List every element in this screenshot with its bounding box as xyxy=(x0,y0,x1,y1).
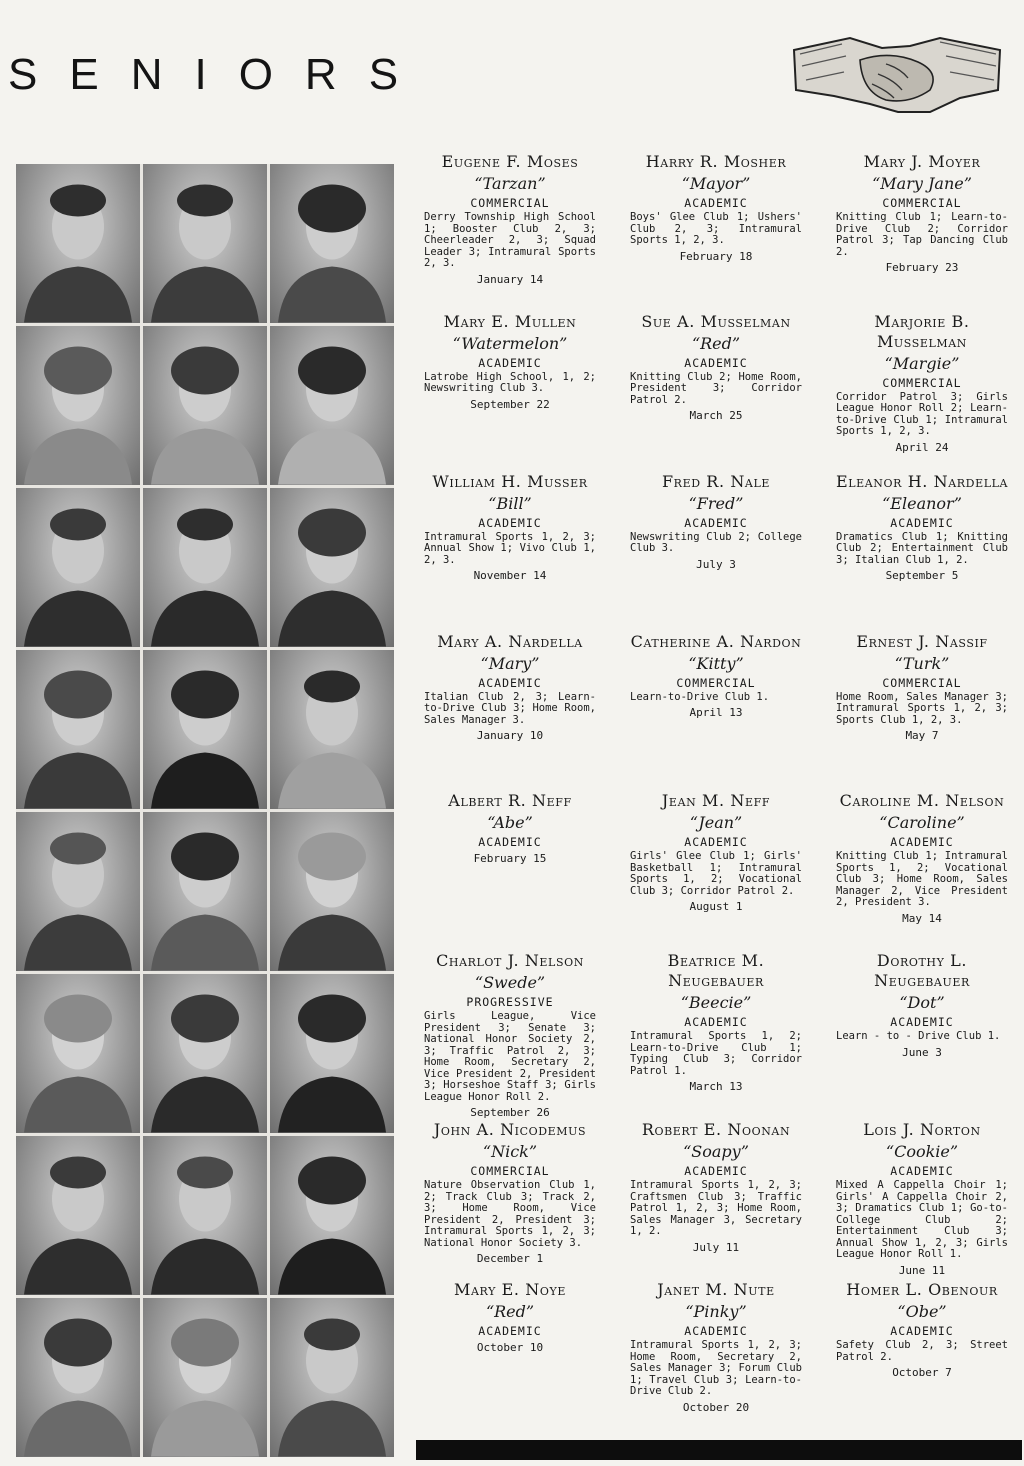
portrait-eugene-moses xyxy=(16,164,140,323)
senior-course: COMMERCIAL xyxy=(676,675,756,690)
senior-nickname: “Cookie” xyxy=(885,1142,959,1162)
senior-entry xyxy=(618,791,814,951)
senior-birthday: January 14 xyxy=(476,272,544,286)
senior-entry xyxy=(618,1120,814,1280)
senior-activities: Nature Observation Club 1, 2; Track Club 3; Track 2, 3; Home Room, Vice President 2, President 3; Intramural Sports 1, 2, 3; National Honor Society 3. xyxy=(424,1179,596,1249)
senior-course: PROGRESSIVE xyxy=(466,995,554,1010)
senior-name: Eleanor H. Nardella xyxy=(835,471,1009,491)
senior-name: Mary A. Nardella xyxy=(437,631,583,651)
senior-name: Caroline M. Nelson xyxy=(839,791,1005,811)
senior-name: Fred R. Nale xyxy=(661,471,771,491)
senior-course: ACADEMIC xyxy=(684,1324,748,1339)
senior-entry xyxy=(824,152,1020,312)
portrait-ernest-nassif xyxy=(270,650,394,809)
senior-nickname: “Pinky” xyxy=(685,1302,747,1322)
senior-nickname: “Mayor” xyxy=(681,174,751,193)
senior-nickname: “Red” xyxy=(691,333,741,353)
portrait-janet-nute xyxy=(143,1298,267,1457)
senior-nickname: “Obe” xyxy=(897,1302,947,1322)
senior-name: Ernest J. Nassif xyxy=(856,631,988,651)
senior-course: ACADEMIC xyxy=(478,355,542,370)
portrait-lois-norton xyxy=(270,1136,394,1295)
senior-birthday: October 10 xyxy=(476,1341,544,1355)
senior-entry xyxy=(824,632,1020,792)
senior-activities: Latrobe High School, 1, 2; Newswriting Club 3. xyxy=(424,370,596,395)
senior-name: Eugene F. Moses xyxy=(441,152,579,171)
senior-course: COMMERCIAL xyxy=(882,196,962,210)
senior-birthday: January 10 xyxy=(476,729,544,743)
senior-nickname: “Eleanor” xyxy=(882,493,962,513)
portrait-dorothy-neugebauer xyxy=(270,974,394,1133)
senior-name: Jean M. Neff xyxy=(661,791,771,811)
senior-name: John A. Nicodemus xyxy=(433,1120,587,1140)
senior-name: Mary J. Moyer xyxy=(863,152,981,171)
senior-birthday: September 22 xyxy=(470,397,550,411)
page-title: SENIORS xyxy=(8,50,431,99)
senior-course: ACADEMIC xyxy=(684,1164,748,1179)
portrait-albert-neff xyxy=(16,812,140,971)
senior-birthday: October 20 xyxy=(682,1400,750,1414)
senior-name: Mary E. Noye xyxy=(454,1280,566,1300)
portrait-caroline-nelson xyxy=(270,812,394,971)
senior-entry xyxy=(412,472,608,632)
senior-nickname: “Swede” xyxy=(474,973,546,993)
senior-bios xyxy=(412,152,1020,1440)
senior-course: ACADEMIC xyxy=(478,835,542,850)
senior-entry xyxy=(412,791,608,951)
portrait-mary-nardella xyxy=(16,650,140,809)
senior-birthday: October 7 xyxy=(892,1366,952,1380)
portrait-mary-mullen xyxy=(16,326,140,485)
senior-birthday: February 15 xyxy=(473,852,547,866)
senior-entry xyxy=(824,1280,1020,1440)
senior-birthday: February 18 xyxy=(679,249,753,263)
senior-name: Sue A. Musselman xyxy=(641,311,791,331)
senior-course: ACADEMIC xyxy=(684,1015,748,1030)
portrait-william-musser xyxy=(16,488,140,647)
senior-name: Robert E. Noonan xyxy=(641,1120,791,1140)
senior-activities: Learn - to - Drive Club 1. xyxy=(836,1030,1001,1043)
senior-activities: Girls' Glee Club 1; Girls' Basketball 1; Intramural Sports 1, 2; Vocational Club 3; Corridor Patrol 2. xyxy=(630,850,802,897)
senior-birthday: December 1 xyxy=(476,1252,544,1266)
senior-activities: Boys' Glee Club 1; Ushers' Club 2, 3; Intramural Sports 1, 2, 3. xyxy=(630,211,802,246)
senior-birthday: April 24 xyxy=(895,440,949,454)
senior-nickname: “Watermelon” xyxy=(452,333,568,353)
senior-nickname: “Nick” xyxy=(482,1142,538,1162)
senior-entry xyxy=(618,1280,814,1440)
senior-entry xyxy=(618,152,814,312)
senior-name: Homer L. Obenour xyxy=(846,1280,998,1300)
senior-activities: Girls League, Vice President 3; Senate 3; National Honor Society 2, 3; Traffic Patrol 2, 3; Home Room, Secretary 2, Vice President 2, President 3; Horseshoe Staff 3; Girls League Honor Roll 2. xyxy=(424,1010,596,1103)
senior-birthday: June 3 xyxy=(902,1045,942,1059)
portrait-mary-moyer xyxy=(270,164,394,323)
senior-entry xyxy=(824,312,1020,472)
senior-course: ACADEMIC xyxy=(890,1324,954,1339)
senior-nickname: “Bill” xyxy=(488,493,532,513)
senior-course: ACADEMIC xyxy=(684,515,748,530)
senior-name: William H. Musser xyxy=(432,471,588,491)
senior-nickname: “Dot” xyxy=(899,993,945,1013)
senior-birthday: July 11 xyxy=(692,1240,740,1254)
senior-course: ACADEMIC xyxy=(684,196,748,210)
senior-course: ACADEMIC xyxy=(890,515,954,530)
senior-entry xyxy=(618,472,814,632)
portrait-beatrice-neugebauer xyxy=(143,974,267,1133)
senior-activities: Intramural Sports 1, 2; Learn-to-Drive Club 1; Typing Club 3; Corridor Patrol 1. xyxy=(630,1030,802,1077)
senior-entry xyxy=(824,472,1020,632)
senior-nickname: “Soapy” xyxy=(683,1142,749,1162)
senior-course: ACADEMIC xyxy=(684,355,748,370)
senior-course: ACADEMIC xyxy=(478,675,542,690)
senior-name: Dorothy L. Neugebauer xyxy=(874,951,970,991)
senior-nickname: “Kitty” xyxy=(688,653,744,673)
senior-name: Catherine A. Nardon xyxy=(630,631,802,651)
senior-birthday: September 26 xyxy=(470,1106,550,1120)
senior-name: Harry R. Mosher xyxy=(645,152,787,171)
senior-birthday: November 14 xyxy=(473,569,547,583)
senior-activities: Intramural Sports 1, 2, 3; Craftsmen Club 3; Traffic Patrol 1, 2, 3; Home Room, Sales Manager 3, Secretary 1, 2. xyxy=(630,1179,802,1238)
senior-name: Mary E. Mullen xyxy=(443,311,577,331)
portrait-charlot-nelson xyxy=(16,974,140,1133)
senior-entry xyxy=(412,951,608,1120)
senior-name: Beatrice M. Neugebauer xyxy=(667,951,765,991)
senior-entry xyxy=(618,951,814,1120)
senior-nickname: “Abe” xyxy=(487,813,533,833)
senior-activities: Italian Club 2, 3; Learn-to-Drive Club 3; Home Room, Sales Manager 3. xyxy=(424,690,596,726)
portrait-jean-neff xyxy=(143,812,267,971)
senior-birthday: February 23 xyxy=(885,261,959,274)
senior-nickname: “Jean” xyxy=(689,813,743,833)
senior-course: ACADEMIC xyxy=(890,835,954,850)
senior-activities: Knitting Club 1; Intramural Sports 1, 2; Vocational Club 3; Home Room, Sales Manager 2, Vice President 2, President 3. xyxy=(836,850,1008,909)
senior-activities: Home Room, Sales Manager 3; Intramural Sports 1, 2, 3; Sports Club 1, 2, 3. xyxy=(836,690,1008,726)
senior-nickname: “Mary Jane” xyxy=(872,174,972,193)
portrait-eleanor-nardella xyxy=(270,488,394,647)
senior-nickname: “Turk” xyxy=(894,653,950,673)
senior-activities: Intramural Sports 1, 2, 3; Annual Show 1; Vivo Club 1, 2, 3. xyxy=(424,530,596,566)
senior-entry xyxy=(618,632,814,792)
senior-nickname: “Tarzan” xyxy=(474,174,546,193)
senior-entry xyxy=(412,1280,608,1440)
portrait-marjorie-musselman xyxy=(270,326,394,485)
senior-course: ACADEMIC xyxy=(684,835,748,850)
portrait-harry-mosher xyxy=(143,164,267,323)
portrait-sue-musselman xyxy=(143,326,267,485)
senior-name: Albert R. Neff xyxy=(448,791,572,811)
senior-nickname: “Caroline” xyxy=(879,813,965,833)
senior-course: COMMERCIAL xyxy=(882,675,962,690)
handshake-illustration xyxy=(790,20,1008,116)
senior-name: Marjorie B. Musselman xyxy=(874,311,970,351)
senior-entry xyxy=(412,1120,608,1280)
senior-birthday: March 13 xyxy=(689,1080,743,1094)
senior-entry xyxy=(412,312,608,472)
senior-birthday: May 7 xyxy=(905,729,939,743)
senior-entry xyxy=(824,1120,1020,1280)
senior-nickname: “Fred” xyxy=(688,493,744,513)
senior-activities: Knitting Club 2; Home Room, President 3; Corridor Patrol 2. xyxy=(630,370,802,406)
senior-activities: Learn-to-Drive Club 1. xyxy=(630,690,770,703)
senior-activities: Dramatics Club 1; Knitting Club 2; Entertainment Club 3; Italian Club 1, 2. xyxy=(836,530,1008,566)
senior-entry xyxy=(618,312,814,472)
senior-activities: Derry Township High School 1; Booster Club 2, 3; Cheerleader 2, 3; Squad Leader 3; Intramural Sports 2, 3. xyxy=(424,211,596,269)
senior-course: COMMERCIAL xyxy=(470,196,550,210)
senior-course: COMMERCIAL xyxy=(470,1164,550,1179)
senior-birthday: March 25 xyxy=(689,409,743,423)
senior-birthday: July 3 xyxy=(696,557,736,571)
senior-activities: Newswriting Club 2; College Club 3. xyxy=(630,530,802,555)
senior-course: ACADEMIC xyxy=(478,515,542,530)
senior-birthday: April 13 xyxy=(689,706,743,720)
senior-course: ACADEMIC xyxy=(890,1015,954,1030)
senior-course: ACADEMIC xyxy=(890,1164,954,1179)
senior-birthday: June 11 xyxy=(898,1263,946,1277)
portrait-catherine-nardon xyxy=(143,650,267,809)
senior-nickname: “Red” xyxy=(485,1302,535,1322)
senior-entry xyxy=(412,632,608,792)
portrait-john-nicodemus xyxy=(16,1136,140,1295)
senior-activities: Mixed A Cappella Choir 1; Girls' A Cappella Choir 2, 3; Dramatics Club 1; Go-to-College Club 2; Entertainment Club 3; Annual Show 1, 2, 3; Girls League Honor Roll 1. xyxy=(836,1179,1008,1261)
senior-activities: Knitting Club 1; Learn-to-Drive Club 2; Corridor Patrol 3; Tap Dancing Club 2. xyxy=(836,211,1008,258)
senior-name: Janet M. Nute xyxy=(657,1280,775,1300)
portrait-fred-nale xyxy=(143,488,267,647)
senior-name: Charlot J. Nelson xyxy=(436,951,584,971)
senior-activities: Corridor Patrol 3; Girls League Honor Roll 2; Learn-to-Drive Club 1; Intramural Sports 1, 2, 3. xyxy=(836,390,1008,438)
senior-entry xyxy=(824,951,1020,1120)
senior-activities: Intramural Sports 1, 2, 3; Home Room, Secretary 2, Sales Manager 3; Forum Club 1; Travel Club 3; Learn-to-Drive Club 2. xyxy=(630,1339,802,1398)
senior-course: ACADEMIC xyxy=(478,1324,542,1339)
senior-entry xyxy=(412,152,608,312)
senior-birthday: August 1 xyxy=(689,900,743,914)
senior-name: Lois J. Norton xyxy=(863,1120,981,1140)
portrait-mary-noye xyxy=(16,1298,140,1457)
senior-nickname: “Beecie” xyxy=(680,993,752,1013)
portrait-robert-noonan xyxy=(143,1136,267,1295)
senior-entry xyxy=(824,791,1020,951)
footer-bar xyxy=(416,1440,1022,1460)
senior-birthday: May 14 xyxy=(902,911,942,925)
senior-birthday: September 5 xyxy=(885,569,959,583)
senior-nickname: “Margie” xyxy=(884,353,960,373)
senior-activities: Safety Club 2, 3; Street Patrol 2. xyxy=(836,1339,1008,1363)
portrait-homer-obenour xyxy=(270,1298,394,1457)
senior-nickname: “Mary” xyxy=(480,653,540,673)
senior-course: COMMERCIAL xyxy=(882,375,962,390)
portrait-grid xyxy=(16,164,394,1457)
